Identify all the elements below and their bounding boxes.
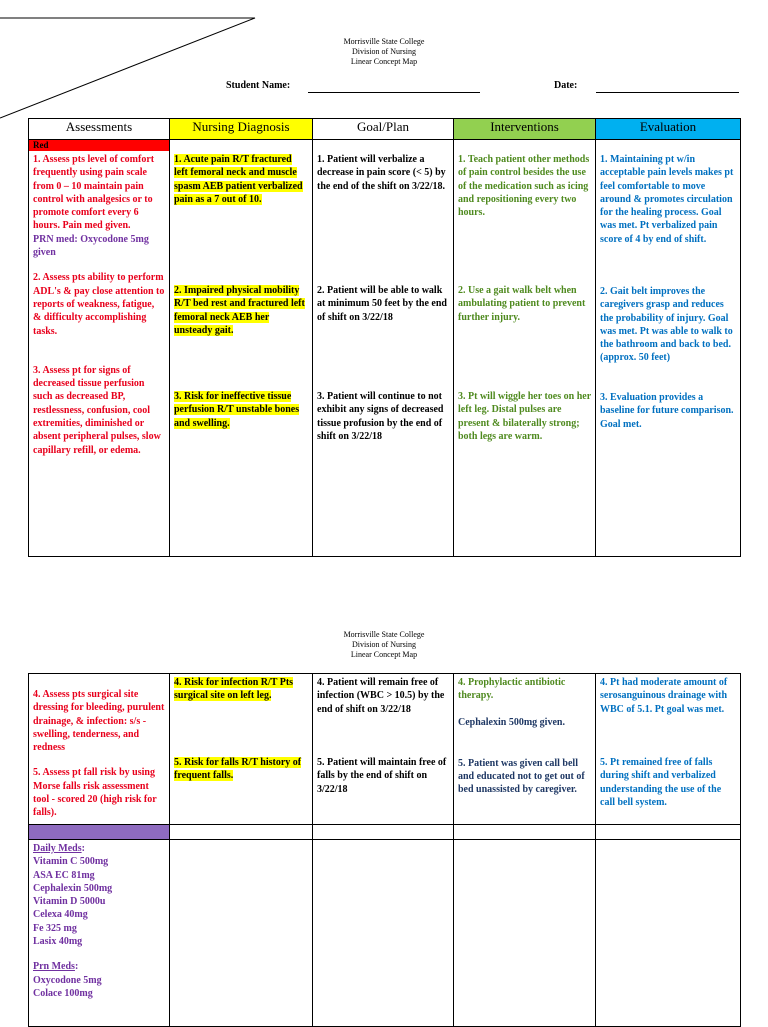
college-name-p2: Morrisville State College bbox=[343, 630, 425, 639]
page2-meds-row bbox=[29, 840, 741, 1027]
evaluation-4: 4. Pt had moderate amount of serosanguinous drainage with WBC of 5.1. Pt goal was met. bbox=[600, 677, 728, 715]
document-title-p2: Linear Concept Map bbox=[350, 650, 418, 659]
page2-header bbox=[234, 630, 534, 660]
daily-med-item: Vitamin D 5000u bbox=[33, 896, 106, 908]
assessment-4: 4. Assess pts surgical site dressing for bleeding, purulent drainage, & infection: s/s - swelling, tenderness, and redness bbox=[33, 689, 165, 754]
prn-med-item: Colace 100mg bbox=[33, 987, 93, 999]
goal-plan-cell bbox=[313, 140, 454, 557]
daily-meds-title: Daily Meds bbox=[33, 843, 82, 854]
interventions-cell-p2 bbox=[454, 674, 596, 825]
prn-med-item: Oxycodone 5mg bbox=[33, 974, 102, 986]
col-header-nursing-diagnosis: Nursing Diagnosis bbox=[170, 119, 313, 140]
concept-map-table-page2 bbox=[28, 673, 741, 1027]
goal-5: 5. Patient will maintain free of falls by the end of shift on 3/22/18 bbox=[317, 757, 447, 795]
col-header-interventions: Interventions bbox=[454, 119, 596, 140]
purple-label-bar bbox=[29, 825, 170, 840]
diagnosis-2: 2. Impaired physical mobility R/T bed rest and fractured left femoral neck AEB her unsteady gait. bbox=[174, 285, 305, 336]
evaluation-2: 2. Gait belt improves the caregivers grasp and reduces the probability of injury. Goal was met. Pt was able to walk to the bathroom and back to bed. (approx. 50 feet) bbox=[600, 286, 733, 364]
assessments-cell bbox=[29, 140, 170, 557]
intervention-5: 5. Patient was given call bell and educated not to get out of bed unassisted by caregiver. bbox=[458, 757, 585, 796]
page2-purple-label-row bbox=[29, 825, 741, 840]
diagnosis-1: 1. Acute pain R/T fractured left femoral neck and muscle spasm AEB patient verbalized pain as a 7 out of 10. bbox=[174, 154, 303, 205]
date-label: Date: bbox=[554, 80, 578, 91]
goal-4: 4. Patient will remain free of infection (WBC > 10.5) by the end of shift on 3/22/18 bbox=[317, 677, 445, 715]
intervention-3: 3. Pt will wiggle her toes on her left leg. Distal pulses are present & bilaterally strong; both legs are warm. bbox=[458, 391, 591, 442]
daily-med-item: Celexa 40mg bbox=[33, 909, 88, 921]
student-name-field[interactable] bbox=[308, 92, 480, 93]
concept-map-table-page1 bbox=[28, 118, 741, 557]
college-name: Morrisville State College bbox=[343, 37, 425, 46]
nursing-diagnosis-cell-p2 bbox=[170, 674, 313, 825]
assessments-cell-p2 bbox=[29, 674, 170, 825]
intervention-2: 2. Use a gait walk belt when ambulating patient to prevent further injury. bbox=[458, 285, 586, 323]
daily-med-item: Vitamin C 500mg bbox=[33, 856, 109, 868]
diagnosis-5: 5. Risk for falls R/T history of frequent falls. bbox=[174, 757, 302, 782]
evaluation-1: 1. Maintaining pt w/in acceptable pain levels makes pt feel comfortable to move around & promotes circulation for the healing process. Goal was met. Pt verbalized pain score of 4 by end of shift. bbox=[600, 154, 734, 245]
daily-med-item: ASA EC 81mg bbox=[33, 869, 95, 881]
evaluation-3: 3. Evaluation provides a baseline for future comparison. Goal met. bbox=[600, 392, 734, 430]
daily-med-item: Cephalexin 500mg bbox=[33, 882, 113, 894]
diagnosis-4: 4. Risk for infection R/T Pts surgical site on left leg. bbox=[174, 677, 294, 702]
goal-2: 2. Patient will be able to walk at minimum 50 feet by the end of shift on 3/22/18 bbox=[317, 285, 447, 323]
concept-map-body-row bbox=[29, 140, 741, 557]
intervention-4-note: Cephalexin 500mg given. bbox=[458, 716, 565, 728]
daily-med-item: Lasix 40mg bbox=[33, 936, 83, 948]
assessment-1: 1. Assess pts level of comfort frequently using pain scale from 0 – 10 maintain pain control with analgesics or to promote comfort every 6 hours. Pain med given. bbox=[33, 154, 155, 232]
goal-1: 1. Patient will verbalize a decrease in pain score (< 5) by the end of the shift on 3/22/18. bbox=[317, 154, 446, 192]
evaluation-cell-p2 bbox=[596, 674, 741, 825]
assessment-1-prn-note: PRN med: Oxycodone 5mg given bbox=[33, 233, 149, 259]
column-header-row bbox=[29, 119, 741, 140]
goal-3: 3. Patient will continue to not exhibit any signs of decreased tissue profusion by the end of shift on 3/22/18 bbox=[317, 391, 444, 442]
date-field[interactable] bbox=[596, 92, 739, 93]
nursing-diagnosis-cell bbox=[170, 140, 313, 557]
col-header-assessments: Assessments bbox=[29, 119, 170, 140]
assessment-3: 3. Assess pt for signs of decreased tissue perfusion such as decreased BP, restlessness, confusion, cool extremities, diminished or absent peripheral pulses, slow capillary refill, or edema. bbox=[33, 364, 161, 456]
evaluation-5: 5. Pt remained free of falls during shift and verbalized understanding the use of the call bell system. bbox=[600, 757, 722, 808]
evaluation-cell bbox=[596, 140, 741, 557]
meds-cell: Daily Meds: Vitamin C 500mg ASA EC 81mg Cephalexin 500mg Vitamin D 5000u Celexa 40mg Fe 325 mg Lasix 40mg Prn Meds: Oxycodone 5mg Colace 100mg bbox=[29, 840, 170, 1027]
assessment-2: 2. Assess pts ability to perform ADL's & pay close attention to reports of weakness, fatigue, & difficulty accomplishing tasks. bbox=[33, 272, 165, 337]
corner-diagonal-box bbox=[0, 0, 260, 125]
goal-plan-cell-p2 bbox=[313, 674, 454, 825]
diagnosis-3: 3. Risk for ineffective tissue perfusion R/T unstable bones and swelling. bbox=[174, 391, 300, 429]
page1-header bbox=[234, 37, 534, 67]
interventions-cell bbox=[454, 140, 596, 557]
division-name-p2: Division of Nursing bbox=[352, 640, 416, 649]
col-header-goal-plan: Goal/Plan bbox=[313, 119, 454, 140]
daily-med-item: Fe 325 mg bbox=[33, 922, 77, 934]
intervention-1: 1. Teach patient other methods of pain control besides the use of the medication such as icing and repositioning every two hours. bbox=[458, 154, 590, 219]
red-label-bar: Red bbox=[29, 140, 169, 151]
col-header-evaluation: Evaluation bbox=[596, 119, 741, 140]
assessment-5: 5. Assess pt fall risk by using Morse falls risk assessment tool - scored 20 (high risk for falls). bbox=[33, 767, 157, 819]
student-name-label: Student Name: bbox=[226, 80, 291, 91]
division-name: Division of Nursing bbox=[352, 47, 416, 56]
intervention-4: 4. Prophylactic antibiotic therapy. bbox=[458, 677, 566, 702]
prn-meds-title: Prn Meds bbox=[33, 961, 75, 973]
document-title: Linear Concept Map bbox=[350, 57, 418, 66]
page2-upper-row bbox=[29, 674, 741, 825]
